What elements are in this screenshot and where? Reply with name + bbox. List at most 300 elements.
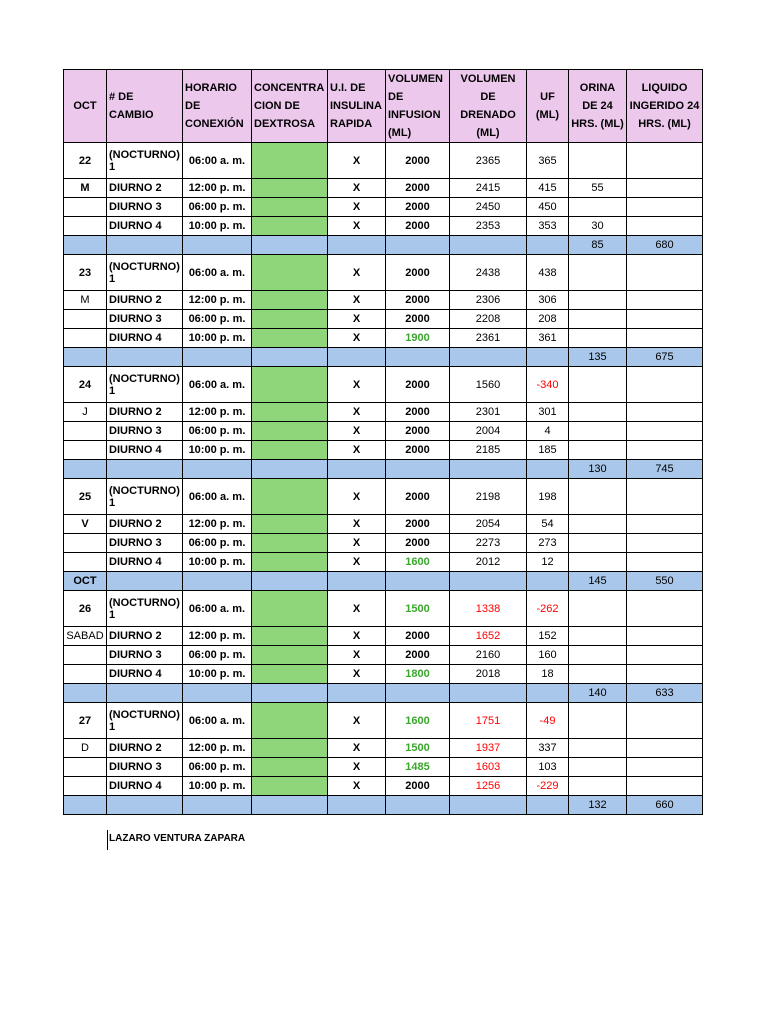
total-blank xyxy=(450,460,527,479)
liquido-cell xyxy=(627,329,703,348)
table-row xyxy=(64,534,703,553)
infusion-cell: 2000 xyxy=(386,198,450,217)
total-blank xyxy=(450,236,527,255)
horario-cell: 06:00 a. m. xyxy=(183,479,252,515)
total-blank xyxy=(450,572,527,591)
header-vol-infusion: VOLUMEN DE INFUSION (ML) xyxy=(386,70,450,143)
insulina-cell: X xyxy=(328,198,386,217)
horario-cell: 06:00 a. m. xyxy=(183,591,252,627)
horario-cell: 06:00 a. m. xyxy=(183,255,252,291)
infusion-cell: 1485 xyxy=(386,758,450,777)
drenado-cell: 2160 xyxy=(450,646,527,665)
table-row xyxy=(64,291,703,310)
cambio-cell: DIURNO 4 xyxy=(107,777,183,796)
orina-cell: 30 xyxy=(569,217,627,236)
total-orina: 132 xyxy=(569,796,627,815)
infusion-cell: 2000 xyxy=(386,217,450,236)
orina-cell xyxy=(569,739,627,758)
horario-cell: 10:00 p. m. xyxy=(183,665,252,684)
uf-cell: 306 xyxy=(527,291,569,310)
uf-cell: 415 xyxy=(527,179,569,198)
infusion-cell: 2000 xyxy=(386,143,450,179)
header-cambio: # DE CAMBIO xyxy=(107,70,183,143)
insulina-cell: X xyxy=(328,703,386,739)
table-row xyxy=(64,515,703,534)
insulina-cell: X xyxy=(328,441,386,460)
total-blank xyxy=(64,348,107,367)
liquido-cell xyxy=(627,367,703,403)
insulina-cell: X xyxy=(328,403,386,422)
liquido-cell xyxy=(627,422,703,441)
insulina-cell: X xyxy=(328,739,386,758)
infusion-cell: 2000 xyxy=(386,291,450,310)
day-letter: J xyxy=(64,403,107,422)
insulina-cell: X xyxy=(328,255,386,291)
liquido-cell xyxy=(627,777,703,796)
table-body xyxy=(64,143,703,815)
total-blank xyxy=(107,460,183,479)
table-row xyxy=(64,367,703,403)
drenado-cell: 1338 xyxy=(450,591,527,627)
orina-cell xyxy=(569,198,627,217)
cambio-cell: (NOCTURNO) 1 xyxy=(107,367,183,403)
table-row xyxy=(64,422,703,441)
table-row xyxy=(64,479,703,515)
total-blank xyxy=(183,460,252,479)
uf-cell: -49 xyxy=(527,703,569,739)
total-blank xyxy=(328,684,386,703)
total-blank xyxy=(386,236,450,255)
horario-cell: 06:00 p. m. xyxy=(183,758,252,777)
dextrose-cell xyxy=(252,310,328,329)
insulina-cell: X xyxy=(328,591,386,627)
infusion-cell: 2000 xyxy=(386,310,450,329)
orina-cell xyxy=(569,291,627,310)
total-blank xyxy=(183,348,252,367)
cambio-cell: DIURNO 3 xyxy=(107,198,183,217)
orina-cell xyxy=(569,777,627,796)
horario-cell: 06:00 p. m. xyxy=(183,646,252,665)
cambio-cell: DIURNO 3 xyxy=(107,422,183,441)
header-horario: HORARIO DE CONEXIÓN xyxy=(183,70,252,143)
total-blank xyxy=(252,348,328,367)
drenado-cell: 2004 xyxy=(450,422,527,441)
table-row xyxy=(64,310,703,329)
header-insulina: U.I. DE INSULINA RAPIDA xyxy=(328,70,386,143)
drenado-cell: 2353 xyxy=(450,217,527,236)
table-row xyxy=(64,591,703,627)
liquido-cell xyxy=(627,646,703,665)
drenado-cell: 2054 xyxy=(450,515,527,534)
drenado-cell: 1256 xyxy=(450,777,527,796)
orina-cell xyxy=(569,665,627,684)
insulina-cell: X xyxy=(328,479,386,515)
drenado-cell: 2306 xyxy=(450,291,527,310)
dextrose-cell xyxy=(252,515,328,534)
total-liquido: 633 xyxy=(627,684,703,703)
uf-cell: 198 xyxy=(527,479,569,515)
orina-cell xyxy=(569,703,627,739)
month-label: OCT xyxy=(64,572,107,591)
total-blank xyxy=(252,796,328,815)
cambio-cell: (NOCTURNO) 1 xyxy=(107,143,183,179)
header-uf: UF (ML) xyxy=(527,70,569,143)
total-blank xyxy=(527,796,569,815)
horario-cell: 12:00 p. m. xyxy=(183,515,252,534)
total-row xyxy=(64,460,703,479)
day-blank xyxy=(64,441,107,460)
total-row xyxy=(64,236,703,255)
cambio-cell: (NOCTURNO) 1 xyxy=(107,703,183,739)
day-number: 26 xyxy=(64,591,107,627)
day-blank xyxy=(64,310,107,329)
infusion-cell: 2000 xyxy=(386,422,450,441)
cambio-cell: DIURNO 2 xyxy=(107,515,183,534)
total-row xyxy=(64,572,703,591)
table-row xyxy=(64,627,703,646)
dextrose-cell xyxy=(252,329,328,348)
day-blank xyxy=(64,198,107,217)
orina-cell xyxy=(569,441,627,460)
horario-cell: 12:00 p. m. xyxy=(183,627,252,646)
insulina-cell: X xyxy=(328,646,386,665)
total-liquido: 675 xyxy=(627,348,703,367)
dextrose-cell xyxy=(252,777,328,796)
horario-cell: 06:00 a. m. xyxy=(183,367,252,403)
total-orina: 85 xyxy=(569,236,627,255)
cambio-cell: DIURNO 4 xyxy=(107,665,183,684)
total-blank xyxy=(252,572,328,591)
liquido-cell xyxy=(627,403,703,422)
header-liquido: LIQUIDO INGERIDO 24 HRS. (ML) xyxy=(627,70,703,143)
horario-cell: 06:00 p. m. xyxy=(183,310,252,329)
orina-cell xyxy=(569,758,627,777)
dextrose-cell xyxy=(252,553,328,572)
liquido-cell xyxy=(627,198,703,217)
table-row xyxy=(64,441,703,460)
total-blank xyxy=(64,236,107,255)
table-row xyxy=(64,217,703,236)
infusion-cell: 2000 xyxy=(386,367,450,403)
uf-cell: 361 xyxy=(527,329,569,348)
uf-cell: 185 xyxy=(527,441,569,460)
header-row xyxy=(64,70,703,143)
orina-cell xyxy=(569,255,627,291)
infusion-cell: 2000 xyxy=(386,627,450,646)
day-blank xyxy=(64,329,107,348)
insulina-cell: X xyxy=(328,179,386,198)
table-row xyxy=(64,703,703,739)
horario-cell: 06:00 a. m. xyxy=(183,143,252,179)
footer-name: LAZARO VENTURA ZAPARA xyxy=(109,833,246,844)
day-number: 25 xyxy=(64,479,107,515)
drenado-cell: 2301 xyxy=(450,403,527,422)
table-row xyxy=(64,255,703,291)
liquido-cell xyxy=(627,515,703,534)
cambio-cell: DIURNO 4 xyxy=(107,553,183,572)
total-blank xyxy=(328,796,386,815)
cambio-cell: DIURNO 3 xyxy=(107,534,183,553)
orina-cell xyxy=(569,515,627,534)
total-blank xyxy=(527,348,569,367)
infusion-cell: 2000 xyxy=(386,179,450,198)
total-blank xyxy=(386,796,450,815)
orina-cell xyxy=(569,403,627,422)
total-orina: 135 xyxy=(569,348,627,367)
day-blank xyxy=(64,217,107,236)
infusion-cell: 2000 xyxy=(386,441,450,460)
liquido-cell xyxy=(627,310,703,329)
uf-cell: -340 xyxy=(527,367,569,403)
liquido-cell xyxy=(627,703,703,739)
dextrose-cell xyxy=(252,758,328,777)
orina-cell xyxy=(569,143,627,179)
dextrose-cell xyxy=(252,291,328,310)
orina-cell xyxy=(569,310,627,329)
header-vol-drenado: VOLUMEN DE DRENADO (ML) xyxy=(450,70,527,143)
dextrose-cell xyxy=(252,441,328,460)
day-blank xyxy=(64,646,107,665)
dextrose-cell xyxy=(252,198,328,217)
uf-cell: 337 xyxy=(527,739,569,758)
total-blank xyxy=(183,684,252,703)
table-row xyxy=(64,198,703,217)
horario-cell: 12:00 p. m. xyxy=(183,291,252,310)
cambio-cell: DIURNO 3 xyxy=(107,758,183,777)
insulina-cell: X xyxy=(328,777,386,796)
total-blank xyxy=(183,572,252,591)
liquido-cell xyxy=(627,627,703,646)
total-liquido: 745 xyxy=(627,460,703,479)
drenado-cell: 2415 xyxy=(450,179,527,198)
dextrose-cell xyxy=(252,534,328,553)
liquido-cell xyxy=(627,758,703,777)
dextrose-cell xyxy=(252,591,328,627)
dextrose-cell xyxy=(252,479,328,515)
total-blank xyxy=(450,796,527,815)
horario-cell: 12:00 p. m. xyxy=(183,403,252,422)
cambio-cell: DIURNO 2 xyxy=(107,179,183,198)
day-letter: V xyxy=(64,515,107,534)
dextrose-cell xyxy=(252,646,328,665)
day-blank xyxy=(64,553,107,572)
liquido-cell xyxy=(627,665,703,684)
total-row xyxy=(64,796,703,815)
insulina-cell: X xyxy=(328,515,386,534)
total-blank xyxy=(527,572,569,591)
uf-cell: 103 xyxy=(527,758,569,777)
liquido-cell xyxy=(627,217,703,236)
dextrose-cell xyxy=(252,739,328,758)
day-number: 27 xyxy=(64,703,107,739)
total-row xyxy=(64,684,703,703)
infusion-cell: 2000 xyxy=(386,403,450,422)
uf-cell: -229 xyxy=(527,777,569,796)
total-blank xyxy=(328,236,386,255)
total-blank xyxy=(450,348,527,367)
insulina-cell: X xyxy=(328,217,386,236)
infusion-cell: 2000 xyxy=(386,479,450,515)
drenado-cell: 2012 xyxy=(450,553,527,572)
horario-cell: 10:00 p. m. xyxy=(183,217,252,236)
cambio-cell: DIURNO 2 xyxy=(107,403,183,422)
drenado-cell: 2273 xyxy=(450,534,527,553)
dextrose-cell xyxy=(252,703,328,739)
drenado-cell: 1751 xyxy=(450,703,527,739)
table-row xyxy=(64,665,703,684)
uf-cell: 160 xyxy=(527,646,569,665)
header-oct: OCT xyxy=(64,70,107,143)
day-letter: D xyxy=(64,739,107,758)
total-blank xyxy=(107,796,183,815)
orina-cell xyxy=(569,627,627,646)
orina-cell xyxy=(569,534,627,553)
table-row xyxy=(64,179,703,198)
header-concentracion: CONCENTRA CION DE DEXTROSA xyxy=(252,70,328,143)
uf-cell: 273 xyxy=(527,534,569,553)
orina-cell: 55 xyxy=(569,179,627,198)
total-blank xyxy=(64,796,107,815)
total-blank xyxy=(183,796,252,815)
day-number: 24 xyxy=(64,367,107,403)
total-blank xyxy=(183,236,252,255)
uf-cell: 12 xyxy=(527,553,569,572)
total-blank xyxy=(450,684,527,703)
uf-cell: 4 xyxy=(527,422,569,441)
dextrose-cell xyxy=(252,627,328,646)
total-liquido: 550 xyxy=(627,572,703,591)
total-orina: 140 xyxy=(569,684,627,703)
infusion-cell: 2000 xyxy=(386,515,450,534)
total-orina: 145 xyxy=(569,572,627,591)
uf-cell: 450 xyxy=(527,198,569,217)
infusion-cell: 1600 xyxy=(386,703,450,739)
total-liquido: 680 xyxy=(627,236,703,255)
day-number: 22 xyxy=(64,143,107,179)
liquido-cell xyxy=(627,739,703,758)
orina-cell xyxy=(569,479,627,515)
uf-cell: 365 xyxy=(527,143,569,179)
cambio-cell: DIURNO 3 xyxy=(107,646,183,665)
infusion-cell: 2000 xyxy=(386,534,450,553)
uf-cell: 152 xyxy=(527,627,569,646)
insulina-cell: X xyxy=(328,422,386,441)
drenado-cell: 1603 xyxy=(450,758,527,777)
infusion-cell: 1600 xyxy=(386,553,450,572)
insulina-cell: X xyxy=(328,627,386,646)
total-blank xyxy=(252,460,328,479)
table-row xyxy=(64,739,703,758)
table-row xyxy=(64,646,703,665)
total-blank xyxy=(527,236,569,255)
total-blank xyxy=(107,236,183,255)
horario-cell: 10:00 p. m. xyxy=(183,777,252,796)
table-row xyxy=(64,143,703,179)
day-letter: M xyxy=(64,291,107,310)
cambio-cell: DIURNO 2 xyxy=(107,739,183,758)
day-blank xyxy=(64,665,107,684)
infusion-cell: 1900 xyxy=(386,329,450,348)
total-blank xyxy=(252,684,328,703)
orina-cell xyxy=(569,646,627,665)
dextrose-cell xyxy=(252,367,328,403)
total-blank xyxy=(527,684,569,703)
liquido-cell xyxy=(627,441,703,460)
orina-cell xyxy=(569,422,627,441)
liquido-cell xyxy=(627,291,703,310)
insulina-cell: X xyxy=(328,534,386,553)
table-row xyxy=(64,777,703,796)
drenado-cell: 1560 xyxy=(450,367,527,403)
cambio-cell: DIURNO 4 xyxy=(107,329,183,348)
total-row xyxy=(64,348,703,367)
drenado-cell: 2185 xyxy=(450,441,527,460)
total-orina: 130 xyxy=(569,460,627,479)
liquido-cell xyxy=(627,255,703,291)
orina-cell xyxy=(569,553,627,572)
orina-cell xyxy=(569,367,627,403)
header-orina: ORINA DE 24 HRS. (ML) xyxy=(569,70,627,143)
liquido-cell xyxy=(627,591,703,627)
dextrose-cell xyxy=(252,255,328,291)
liquido-cell xyxy=(627,179,703,198)
cambio-cell: DIURNO 4 xyxy=(107,217,183,236)
total-blank xyxy=(107,684,183,703)
day-blank xyxy=(64,422,107,441)
total-blank xyxy=(527,460,569,479)
uf-cell: 301 xyxy=(527,403,569,422)
horario-cell: 10:00 p. m. xyxy=(183,441,252,460)
dextrose-cell xyxy=(252,422,328,441)
insulina-cell: X xyxy=(328,143,386,179)
dextrose-cell xyxy=(252,665,328,684)
day-blank xyxy=(64,777,107,796)
table-row xyxy=(64,758,703,777)
orina-cell xyxy=(569,329,627,348)
drenado-cell: 2365 xyxy=(450,143,527,179)
dextrose-cell xyxy=(252,179,328,198)
horario-cell: 10:00 p. m. xyxy=(183,553,252,572)
insulina-cell: X xyxy=(328,310,386,329)
table-row xyxy=(64,329,703,348)
cambio-cell: (NOCTURNO) 1 xyxy=(107,255,183,291)
total-blank xyxy=(64,684,107,703)
day-number: 23 xyxy=(64,255,107,291)
uf-cell: 18 xyxy=(527,665,569,684)
cambio-cell: (NOCTURNO) 1 xyxy=(107,591,183,627)
uf-cell: 54 xyxy=(527,515,569,534)
cambio-cell: DIURNO 4 xyxy=(107,441,183,460)
liquido-cell xyxy=(627,534,703,553)
drenado-cell: 1652 xyxy=(450,627,527,646)
day-blank xyxy=(64,534,107,553)
day-blank xyxy=(64,758,107,777)
infusion-cell: 2000 xyxy=(386,646,450,665)
total-blank xyxy=(107,348,183,367)
liquido-cell xyxy=(627,479,703,515)
uf-cell: -262 xyxy=(527,591,569,627)
total-liquido: 660 xyxy=(627,796,703,815)
dextrose-cell xyxy=(252,217,328,236)
drenado-cell: 1937 xyxy=(450,739,527,758)
infusion-cell: 2000 xyxy=(386,255,450,291)
drenado-cell: 2438 xyxy=(450,255,527,291)
cambio-cell: (NOCTURNO) 1 xyxy=(107,479,183,515)
infusion-cell: 1800 xyxy=(386,665,450,684)
insulina-cell: X xyxy=(328,367,386,403)
table-row xyxy=(64,553,703,572)
uf-cell: 438 xyxy=(527,255,569,291)
